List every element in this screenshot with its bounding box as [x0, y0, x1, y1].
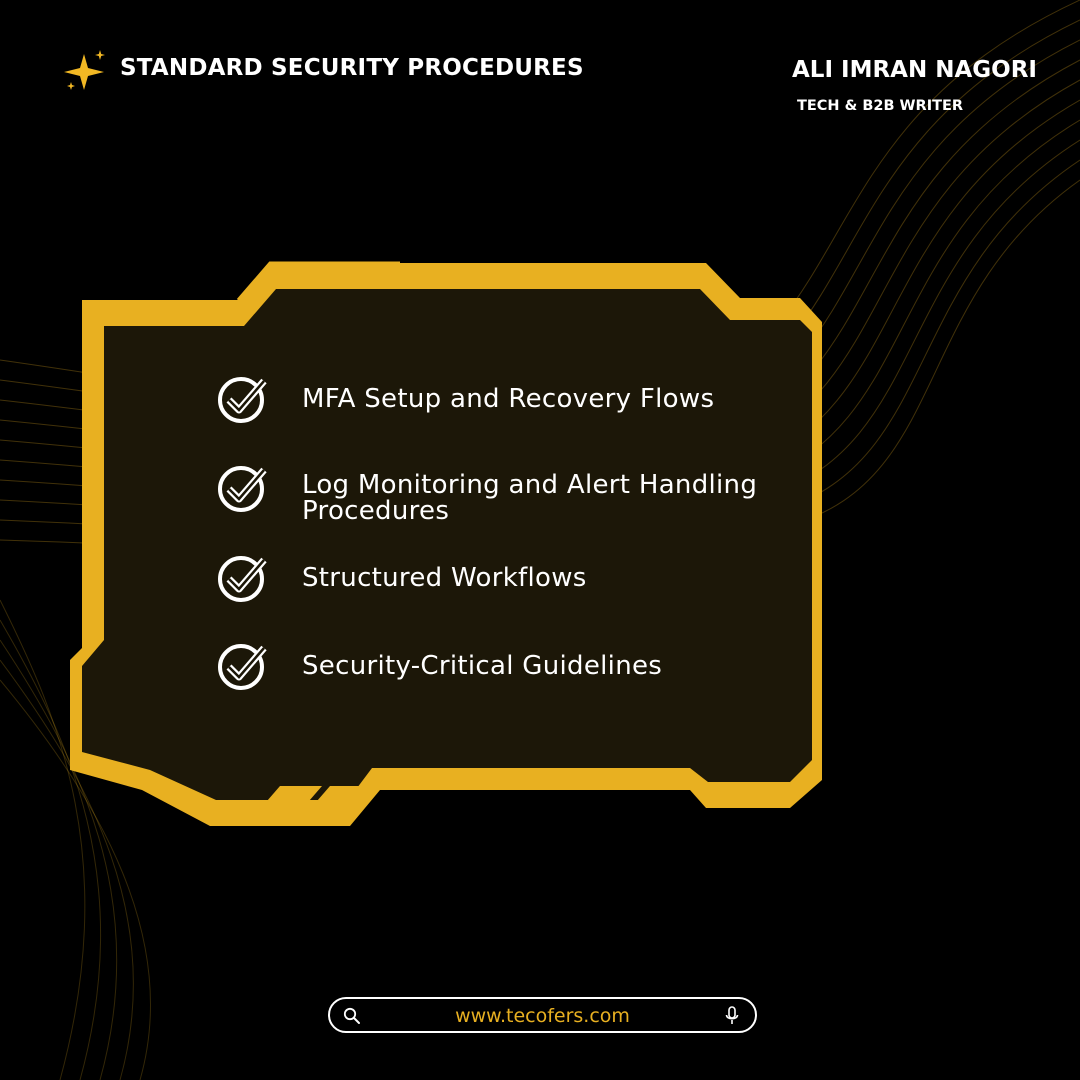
- checklist-item: [216, 552, 816, 604]
- checklist-item: [216, 462, 816, 524]
- checklist-item-label: Log Monitoring and Alert Handling Procedures: [302, 470, 758, 526]
- author-role: TECH & B2B WRITER: [797, 98, 964, 114]
- website-search-bar[interactable]: [328, 997, 757, 1033]
- checklist-item-label: Security-Critical Guidelines: [302, 651, 663, 681]
- page-title: STANDARD SECURITY PROCEDURES: [120, 55, 584, 81]
- checklist-item-label: MFA Setup and Recovery Flows: [302, 384, 715, 414]
- author-name: ALI IMRAN NAGORI: [792, 57, 1037, 83]
- website-url[interactable]: www.tecofers.com: [455, 1005, 630, 1027]
- check-circle-icon: [216, 462, 268, 514]
- microphone-icon[interactable]: [724, 1006, 740, 1026]
- checklist-item: [216, 373, 816, 425]
- check-circle-icon: [216, 373, 268, 425]
- check-circle-icon: [216, 552, 268, 604]
- check-circle-icon: [216, 640, 268, 692]
- checklist-item: [216, 640, 816, 692]
- checklist-item-label: Structured Workflows: [302, 563, 587, 593]
